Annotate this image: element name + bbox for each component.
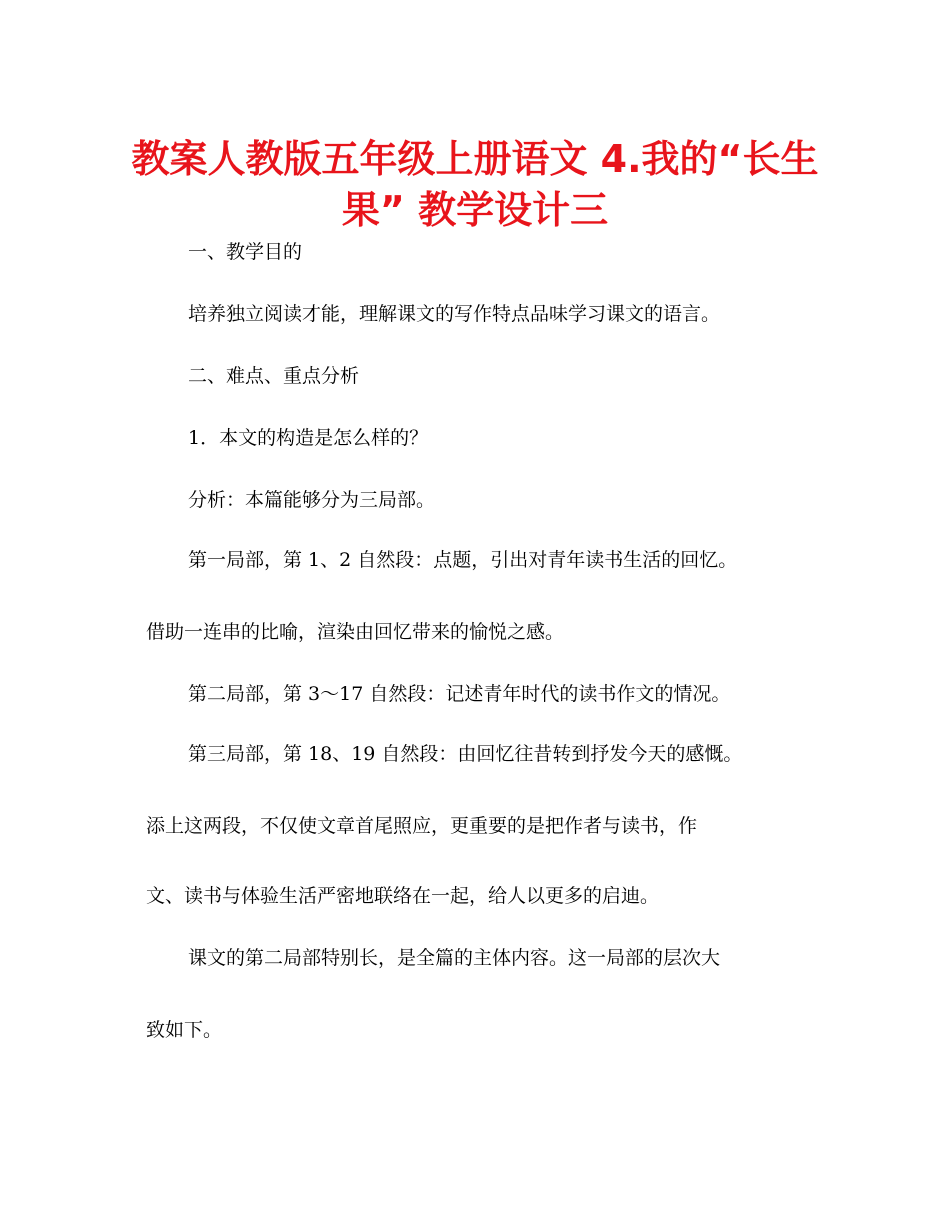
paragraph-line: 第一局部，第 1、2 自然段：点题，引出对青年读书生活的回忆。 [188,549,738,571]
paragraph-line: 分析：本篇能够分为三局部。 [188,489,436,511]
paragraph-line: 培养独立阅读才能，理解课文的写作特点品味学习课文的语言。 [188,303,721,325]
paragraph-line: 添上这两段，不仅使文章首尾照应，更重要的是把作者与读书，作 [146,815,698,837]
paragraph-line: 文、读书与体验生活严密地联络在一起，给人以更多的启迪。 [146,885,660,907]
paragraph-line: 致如下。 [146,1019,223,1041]
question-line: 1．本文的构造是怎么样的？ [188,427,429,449]
document-title-line-1: 教案人教版五年级上册语文 4.我的“长生 [131,137,819,181]
paragraph-line: 课文的第二局部特别长，是全篇的主体内容。这一局部的层次大 [188,947,721,969]
document-title-line-2: 果” 教学设计三 [341,188,609,232]
section-heading-teaching-goal: 一、教学目的 [188,241,303,263]
paragraph-line: 借助一连串的比喻，渲染由回忆带来的愉悦之感。 [146,621,565,643]
paragraph-line: 第三局部，第 18、19 自然段：由回忆往昔转到抒发今天的感慨。 [188,743,743,765]
section-heading-key-points: 二、难点、重点分析 [188,365,360,387]
paragraph-line: 第二局部，第 3～17 自然段：记述青年时代的读书作文的情况。 [188,683,731,705]
